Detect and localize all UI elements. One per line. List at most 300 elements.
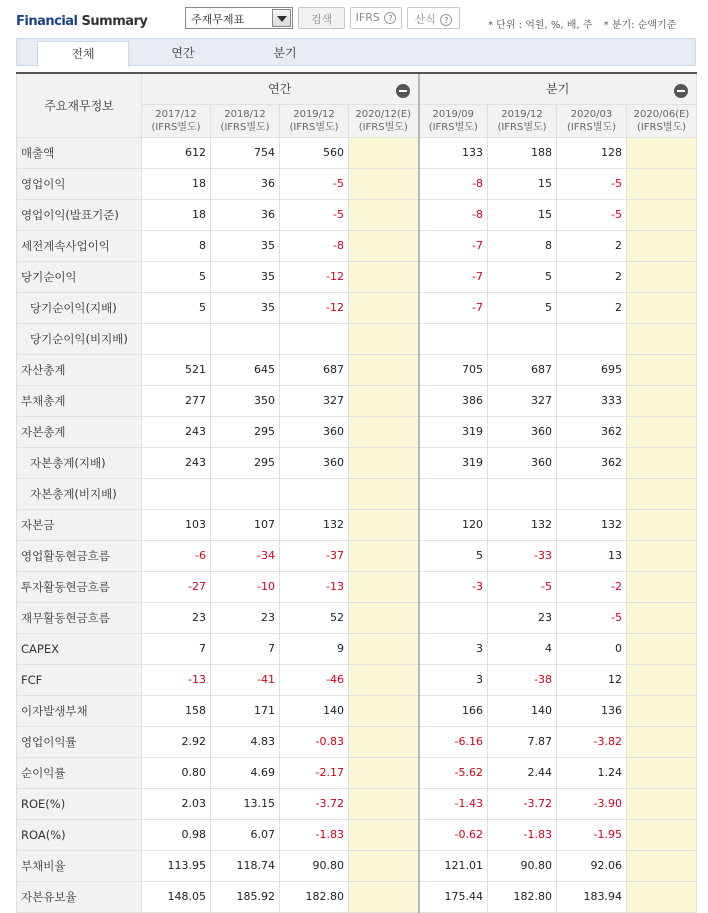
table-cell: 13 bbox=[557, 540, 627, 571]
table-cell: 90.80 bbox=[280, 850, 349, 881]
table-row bbox=[17, 540, 697, 571]
search-button[interactable]: 검색 bbox=[298, 7, 345, 29]
row-label: CAPEX bbox=[17, 633, 142, 664]
help-icon: ? bbox=[440, 14, 452, 26]
table-cell: 148.05 bbox=[142, 881, 211, 912]
table-row bbox=[17, 416, 697, 447]
table-cell bbox=[349, 137, 419, 168]
quarter-group-header bbox=[419, 73, 697, 104]
period-date: 2019/09 bbox=[432, 108, 475, 120]
table-cell bbox=[557, 478, 627, 509]
table-cell bbox=[349, 602, 419, 633]
table-row bbox=[17, 478, 697, 509]
period-header bbox=[142, 104, 211, 137]
row-label: 당기순이익 bbox=[17, 261, 142, 292]
period-header bbox=[349, 104, 419, 137]
tab-all[interactable]: 전체 bbox=[37, 41, 129, 67]
table-cell: 243 bbox=[142, 416, 211, 447]
table-cell: -8 bbox=[280, 230, 349, 261]
table-cell: 362 bbox=[557, 416, 627, 447]
table-cell: -5 bbox=[557, 199, 627, 230]
collapse-quarter-icon[interactable] bbox=[674, 84, 688, 98]
table-cell bbox=[627, 509, 697, 540]
table-cell: -0.83 bbox=[280, 726, 349, 757]
table-cell: 327 bbox=[280, 385, 349, 416]
table-cell: 36 bbox=[211, 199, 280, 230]
table-cell bbox=[142, 478, 211, 509]
table-cell: 140 bbox=[280, 695, 349, 726]
table-cell: -37 bbox=[280, 540, 349, 571]
period-standard: (IFRS별도) bbox=[358, 121, 408, 133]
table-cell: 133 bbox=[419, 137, 488, 168]
formula-help-button[interactable] bbox=[407, 7, 460, 29]
row-label: 영업이익 bbox=[17, 168, 142, 199]
table-cell: 295 bbox=[211, 447, 280, 478]
row-label: 자본총계 bbox=[17, 416, 142, 447]
table-cell bbox=[627, 354, 697, 385]
table-cell: 333 bbox=[557, 385, 627, 416]
table-cell: 360 bbox=[280, 416, 349, 447]
table-row bbox=[17, 354, 697, 385]
table-cell bbox=[349, 881, 419, 912]
table-cell: 6.07 bbox=[211, 819, 280, 850]
period-standard: (IFRS별도) bbox=[428, 121, 478, 133]
table-cell bbox=[419, 323, 488, 354]
row-label: 순이익률 bbox=[17, 757, 142, 788]
row-label: 세전계속사업이익 bbox=[17, 230, 142, 261]
table-cell bbox=[349, 230, 419, 261]
table-cell: 0.80 bbox=[142, 757, 211, 788]
table-cell bbox=[627, 168, 697, 199]
period-standard: (IFRS별도) bbox=[220, 121, 270, 133]
table-cell: -13 bbox=[280, 571, 349, 602]
table-cell: -2 bbox=[557, 571, 627, 602]
table-cell bbox=[627, 261, 697, 292]
period-standard: (IFRS별도) bbox=[636, 121, 687, 133]
table-cell: 4.83 bbox=[211, 726, 280, 757]
table-cell bbox=[349, 416, 419, 447]
row-label: ROE(%) bbox=[17, 788, 142, 819]
table-row bbox=[17, 447, 697, 478]
ifrs-label: IFRS bbox=[355, 11, 380, 24]
table-cell: 175.44 bbox=[419, 881, 488, 912]
table-cell: 121.01 bbox=[419, 850, 488, 881]
period-date: 2019/12 bbox=[293, 108, 335, 120]
row-label: 영업이익률 bbox=[17, 726, 142, 757]
table-cell: -1.83 bbox=[280, 819, 349, 850]
table-cell bbox=[627, 137, 697, 168]
table-cell: 166 bbox=[419, 695, 488, 726]
table-cell: 171 bbox=[211, 695, 280, 726]
period-header bbox=[627, 104, 697, 137]
label-column-header: 주요재무정보 bbox=[17, 73, 142, 137]
table-cell: 8 bbox=[488, 230, 557, 261]
table-cell: 18 bbox=[142, 199, 211, 230]
statement-type-select[interactable] bbox=[185, 7, 293, 29]
table-cell: 132 bbox=[488, 509, 557, 540]
table-cell: -6 bbox=[142, 540, 211, 571]
collapse-annual-icon[interactable] bbox=[396, 84, 410, 98]
table-row bbox=[17, 168, 697, 199]
table-row bbox=[17, 261, 697, 292]
table-cell bbox=[627, 602, 697, 633]
table-cell: 118.74 bbox=[211, 850, 280, 881]
table-cell: 158 bbox=[142, 695, 211, 726]
table-cell: 12 bbox=[557, 664, 627, 695]
table-cell: 3 bbox=[419, 633, 488, 664]
table-cell: -7 bbox=[419, 261, 488, 292]
table-cell bbox=[627, 292, 697, 323]
period-header bbox=[419, 104, 488, 137]
table-cell: 182.80 bbox=[280, 881, 349, 912]
period-header bbox=[211, 104, 280, 137]
table-cell: 182.80 bbox=[488, 881, 557, 912]
table-cell: 113.95 bbox=[142, 850, 211, 881]
table-cell bbox=[627, 323, 697, 354]
period-standard: (IFRS별도) bbox=[566, 121, 617, 133]
table-cell: -5 bbox=[280, 199, 349, 230]
table-row bbox=[17, 602, 697, 633]
table-cell: 243 bbox=[142, 447, 211, 478]
table-cell: -1.95 bbox=[557, 819, 627, 850]
period-standard: (IFRS별도) bbox=[497, 121, 547, 133]
table-cell: 521 bbox=[142, 354, 211, 385]
table-cell: 360 bbox=[280, 447, 349, 478]
table-row bbox=[17, 788, 697, 819]
table-cell: 15 bbox=[488, 199, 557, 230]
table-cell: -5 bbox=[488, 571, 557, 602]
table-cell bbox=[349, 323, 419, 354]
table-cell: 132 bbox=[557, 509, 627, 540]
table-cell bbox=[627, 199, 697, 230]
table-cell bbox=[349, 695, 419, 726]
row-label: 영업이익(발표기준) bbox=[17, 199, 142, 230]
table-row bbox=[17, 199, 697, 230]
table-cell: 319 bbox=[419, 447, 488, 478]
row-label: FCF bbox=[17, 664, 142, 695]
quarter-group-label: 분기 bbox=[546, 82, 570, 97]
table-cell bbox=[627, 788, 697, 819]
table-cell: 9 bbox=[280, 633, 349, 664]
table-row bbox=[17, 137, 697, 168]
table-cell: -6.16 bbox=[419, 726, 488, 757]
table-cell: 107 bbox=[211, 509, 280, 540]
table-cell: 695 bbox=[557, 354, 627, 385]
table-cell: 0.98 bbox=[142, 819, 211, 850]
table-cell: 2.44 bbox=[488, 757, 557, 788]
table-cell bbox=[349, 447, 419, 478]
row-label: 투자활동현금흐름 bbox=[17, 571, 142, 602]
table-cell: 35 bbox=[211, 292, 280, 323]
row-label: 자본총계(지배) bbox=[17, 447, 142, 478]
row-label: ROA(%) bbox=[17, 819, 142, 850]
table-cell: -33 bbox=[488, 540, 557, 571]
table-cell: 3 bbox=[419, 664, 488, 695]
table-cell: 2.03 bbox=[142, 788, 211, 819]
table-cell: 4 bbox=[488, 633, 557, 664]
table-cell bbox=[142, 323, 211, 354]
table-cell bbox=[211, 323, 280, 354]
table-cell: 1.24 bbox=[557, 757, 627, 788]
table-cell: 295 bbox=[211, 416, 280, 447]
table-cell: 612 bbox=[142, 137, 211, 168]
table-cell bbox=[627, 230, 697, 261]
row-label: 부채비율 bbox=[17, 850, 142, 881]
table-cell: -12 bbox=[280, 261, 349, 292]
period-tabs bbox=[16, 38, 696, 66]
table-cell: 327 bbox=[488, 385, 557, 416]
table-cell bbox=[349, 478, 419, 509]
table-cell bbox=[349, 509, 419, 540]
title-financial: Financial bbox=[16, 14, 78, 29]
table-cell: -1.43 bbox=[419, 788, 488, 819]
row-label: 당기순이익(비지배) bbox=[17, 323, 142, 354]
table-cell bbox=[627, 571, 697, 602]
table-cell: -46 bbox=[280, 664, 349, 695]
financial-table bbox=[16, 72, 697, 913]
table-row bbox=[17, 385, 697, 416]
table-cell bbox=[349, 261, 419, 292]
table-cell: -3.72 bbox=[280, 788, 349, 819]
table-cell: 645 bbox=[211, 354, 280, 385]
row-label: 영업활동현금흐름 bbox=[17, 540, 142, 571]
table-cell bbox=[627, 819, 697, 850]
period-date: 2020/03 bbox=[570, 108, 613, 120]
table-cell bbox=[349, 292, 419, 323]
row-label: 자본유보율 bbox=[17, 881, 142, 912]
row-label: 이자발생부채 bbox=[17, 695, 142, 726]
row-label: 매출액 bbox=[17, 137, 142, 168]
table-cell bbox=[349, 540, 419, 571]
table-cell: 90.80 bbox=[488, 850, 557, 881]
table-cell: 5 bbox=[419, 540, 488, 571]
table-cell: 0 bbox=[557, 633, 627, 664]
table-cell bbox=[627, 447, 697, 478]
table-cell: 687 bbox=[488, 354, 557, 385]
table-cell: 2 bbox=[557, 261, 627, 292]
table-cell: 103 bbox=[142, 509, 211, 540]
table-cell: 23 bbox=[211, 602, 280, 633]
table-row bbox=[17, 757, 697, 788]
table-cell: -7 bbox=[419, 230, 488, 261]
table-row bbox=[17, 819, 697, 850]
formula-label: 산식 bbox=[414, 13, 436, 26]
statement-type-value: 주재무제표 bbox=[191, 13, 245, 26]
period-standard: (IFRS별도) bbox=[151, 121, 201, 133]
annual-group-header bbox=[142, 73, 419, 104]
table-cell bbox=[349, 199, 419, 230]
help-icon: ? bbox=[384, 12, 396, 24]
table-cell bbox=[488, 478, 557, 509]
table-cell bbox=[419, 478, 488, 509]
table-row bbox=[17, 230, 697, 261]
table-cell bbox=[349, 850, 419, 881]
table-cell bbox=[349, 354, 419, 385]
table-row bbox=[17, 881, 697, 912]
table-cell: -5 bbox=[557, 602, 627, 633]
table-cell: 2.92 bbox=[142, 726, 211, 757]
table-cell bbox=[627, 385, 697, 416]
ifrs-help-button[interactable] bbox=[350, 7, 402, 29]
toolbar bbox=[0, 0, 708, 36]
table-cell: 13.15 bbox=[211, 788, 280, 819]
table-cell: 5 bbox=[142, 261, 211, 292]
table-cell bbox=[627, 664, 697, 695]
table-row bbox=[17, 664, 697, 695]
unit-notes bbox=[488, 16, 684, 31]
table-cell bbox=[349, 633, 419, 664]
table-cell: -10 bbox=[211, 571, 280, 602]
chevron-down-icon[interactable] bbox=[272, 9, 291, 27]
period-header bbox=[557, 104, 627, 137]
annual-group-label: 연간 bbox=[268, 82, 292, 97]
table-cell bbox=[627, 478, 697, 509]
table-cell bbox=[280, 323, 349, 354]
table-cell: -3 bbox=[419, 571, 488, 602]
table-cell: 8 bbox=[142, 230, 211, 261]
period-header bbox=[488, 104, 557, 137]
table-cell bbox=[419, 602, 488, 633]
table-row bbox=[17, 509, 697, 540]
table-cell: 7.87 bbox=[488, 726, 557, 757]
table-cell: 35 bbox=[211, 230, 280, 261]
table-cell: 754 bbox=[211, 137, 280, 168]
table-cell bbox=[349, 788, 419, 819]
table-cell bbox=[349, 664, 419, 695]
table-row bbox=[17, 695, 697, 726]
table-cell: 23 bbox=[488, 602, 557, 633]
table-cell: 5 bbox=[488, 261, 557, 292]
table-cell bbox=[557, 323, 627, 354]
unit-note: * 단위 : 억원, %, 배, 주 bbox=[488, 20, 593, 31]
table-cell: 4.69 bbox=[211, 757, 280, 788]
table-cell: 188 bbox=[488, 137, 557, 168]
table-cell: 35 bbox=[211, 261, 280, 292]
table-cell: -1.83 bbox=[488, 819, 557, 850]
table-cell: 7 bbox=[211, 633, 280, 664]
table-cell: 5 bbox=[488, 292, 557, 323]
table-cell bbox=[349, 571, 419, 602]
period-date: 2020/06(E) bbox=[633, 108, 690, 120]
table-cell: 92.06 bbox=[557, 850, 627, 881]
table-cell: 319 bbox=[419, 416, 488, 447]
table-cell bbox=[627, 695, 697, 726]
table-row bbox=[17, 726, 697, 757]
table-cell bbox=[627, 633, 697, 664]
table-cell: 183.94 bbox=[557, 881, 627, 912]
page-title bbox=[16, 14, 147, 29]
table-cell bbox=[627, 757, 697, 788]
table-cell: 350 bbox=[211, 385, 280, 416]
tab-quarter[interactable]: 분기 bbox=[273, 46, 297, 60]
table-cell bbox=[349, 726, 419, 757]
table-cell: 52 bbox=[280, 602, 349, 633]
table-cell: 23 bbox=[142, 602, 211, 633]
table-cell: -2.17 bbox=[280, 757, 349, 788]
table-cell: -34 bbox=[211, 540, 280, 571]
table-row bbox=[17, 323, 697, 354]
table-cell: -8 bbox=[419, 168, 488, 199]
tab-annual[interactable]: 연간 bbox=[171, 46, 195, 60]
table-cell bbox=[349, 385, 419, 416]
table-cell: 18 bbox=[142, 168, 211, 199]
table-row bbox=[17, 292, 697, 323]
row-label: 자본금 bbox=[17, 509, 142, 540]
table-cell bbox=[627, 881, 697, 912]
table-cell: 36 bbox=[211, 168, 280, 199]
table-cell: -5 bbox=[557, 168, 627, 199]
period-date: 2019/12 bbox=[501, 108, 543, 120]
table-cell bbox=[627, 540, 697, 571]
table-cell: 185.92 bbox=[211, 881, 280, 912]
quarter-note: * 분기: 순액기준 bbox=[603, 20, 677, 31]
table-cell bbox=[349, 168, 419, 199]
table-cell bbox=[211, 478, 280, 509]
table-cell bbox=[280, 478, 349, 509]
table-cell: 7 bbox=[142, 633, 211, 664]
table-cell: -27 bbox=[142, 571, 211, 602]
table-cell: 140 bbox=[488, 695, 557, 726]
period-header bbox=[280, 104, 349, 137]
table-cell bbox=[627, 416, 697, 447]
table-cell: 136 bbox=[557, 695, 627, 726]
table-cell: 2 bbox=[557, 230, 627, 261]
table-cell: -3.72 bbox=[488, 788, 557, 819]
table-cell: 705 bbox=[419, 354, 488, 385]
table-cell: -13 bbox=[142, 664, 211, 695]
table-cell: 386 bbox=[419, 385, 488, 416]
period-standard: (IFRS별도) bbox=[289, 121, 339, 133]
table-cell bbox=[627, 726, 697, 757]
table-cell: -38 bbox=[488, 664, 557, 695]
table-cell: 560 bbox=[280, 137, 349, 168]
table-cell: -8 bbox=[419, 199, 488, 230]
row-label: 당기순이익(지배) bbox=[17, 292, 142, 323]
table-cell bbox=[627, 850, 697, 881]
table-cell: 360 bbox=[488, 447, 557, 478]
table-cell bbox=[488, 323, 557, 354]
table-cell: -0.62 bbox=[419, 819, 488, 850]
table-cell: -3.82 bbox=[557, 726, 627, 757]
table-row bbox=[17, 633, 697, 664]
table-cell: 128 bbox=[557, 137, 627, 168]
table-cell: -12 bbox=[280, 292, 349, 323]
table-cell: 277 bbox=[142, 385, 211, 416]
row-label: 재무활동현금흐름 bbox=[17, 602, 142, 633]
table-cell: 360 bbox=[488, 416, 557, 447]
row-label: 자산총계 bbox=[17, 354, 142, 385]
row-label: 부채총계 bbox=[17, 385, 142, 416]
row-label: 자본총계(비지배) bbox=[17, 478, 142, 509]
table-cell: -5 bbox=[280, 168, 349, 199]
table-row bbox=[17, 571, 697, 602]
period-date: 2018/12 bbox=[224, 108, 266, 120]
table-row bbox=[17, 850, 697, 881]
period-date: 2017/12 bbox=[155, 108, 197, 120]
title-summary: Summary bbox=[77, 14, 148, 29]
table-cell: -3.90 bbox=[557, 788, 627, 819]
table-cell bbox=[349, 757, 419, 788]
table-cell: 5 bbox=[142, 292, 211, 323]
table-cell: -41 bbox=[211, 664, 280, 695]
table-cell: -7 bbox=[419, 292, 488, 323]
table-cell: 132 bbox=[280, 509, 349, 540]
period-date: 2020/12(E) bbox=[355, 108, 412, 120]
table-cell bbox=[349, 819, 419, 850]
table-cell: 362 bbox=[557, 447, 627, 478]
table-cell: -5.62 bbox=[419, 757, 488, 788]
table-cell: 120 bbox=[419, 509, 488, 540]
